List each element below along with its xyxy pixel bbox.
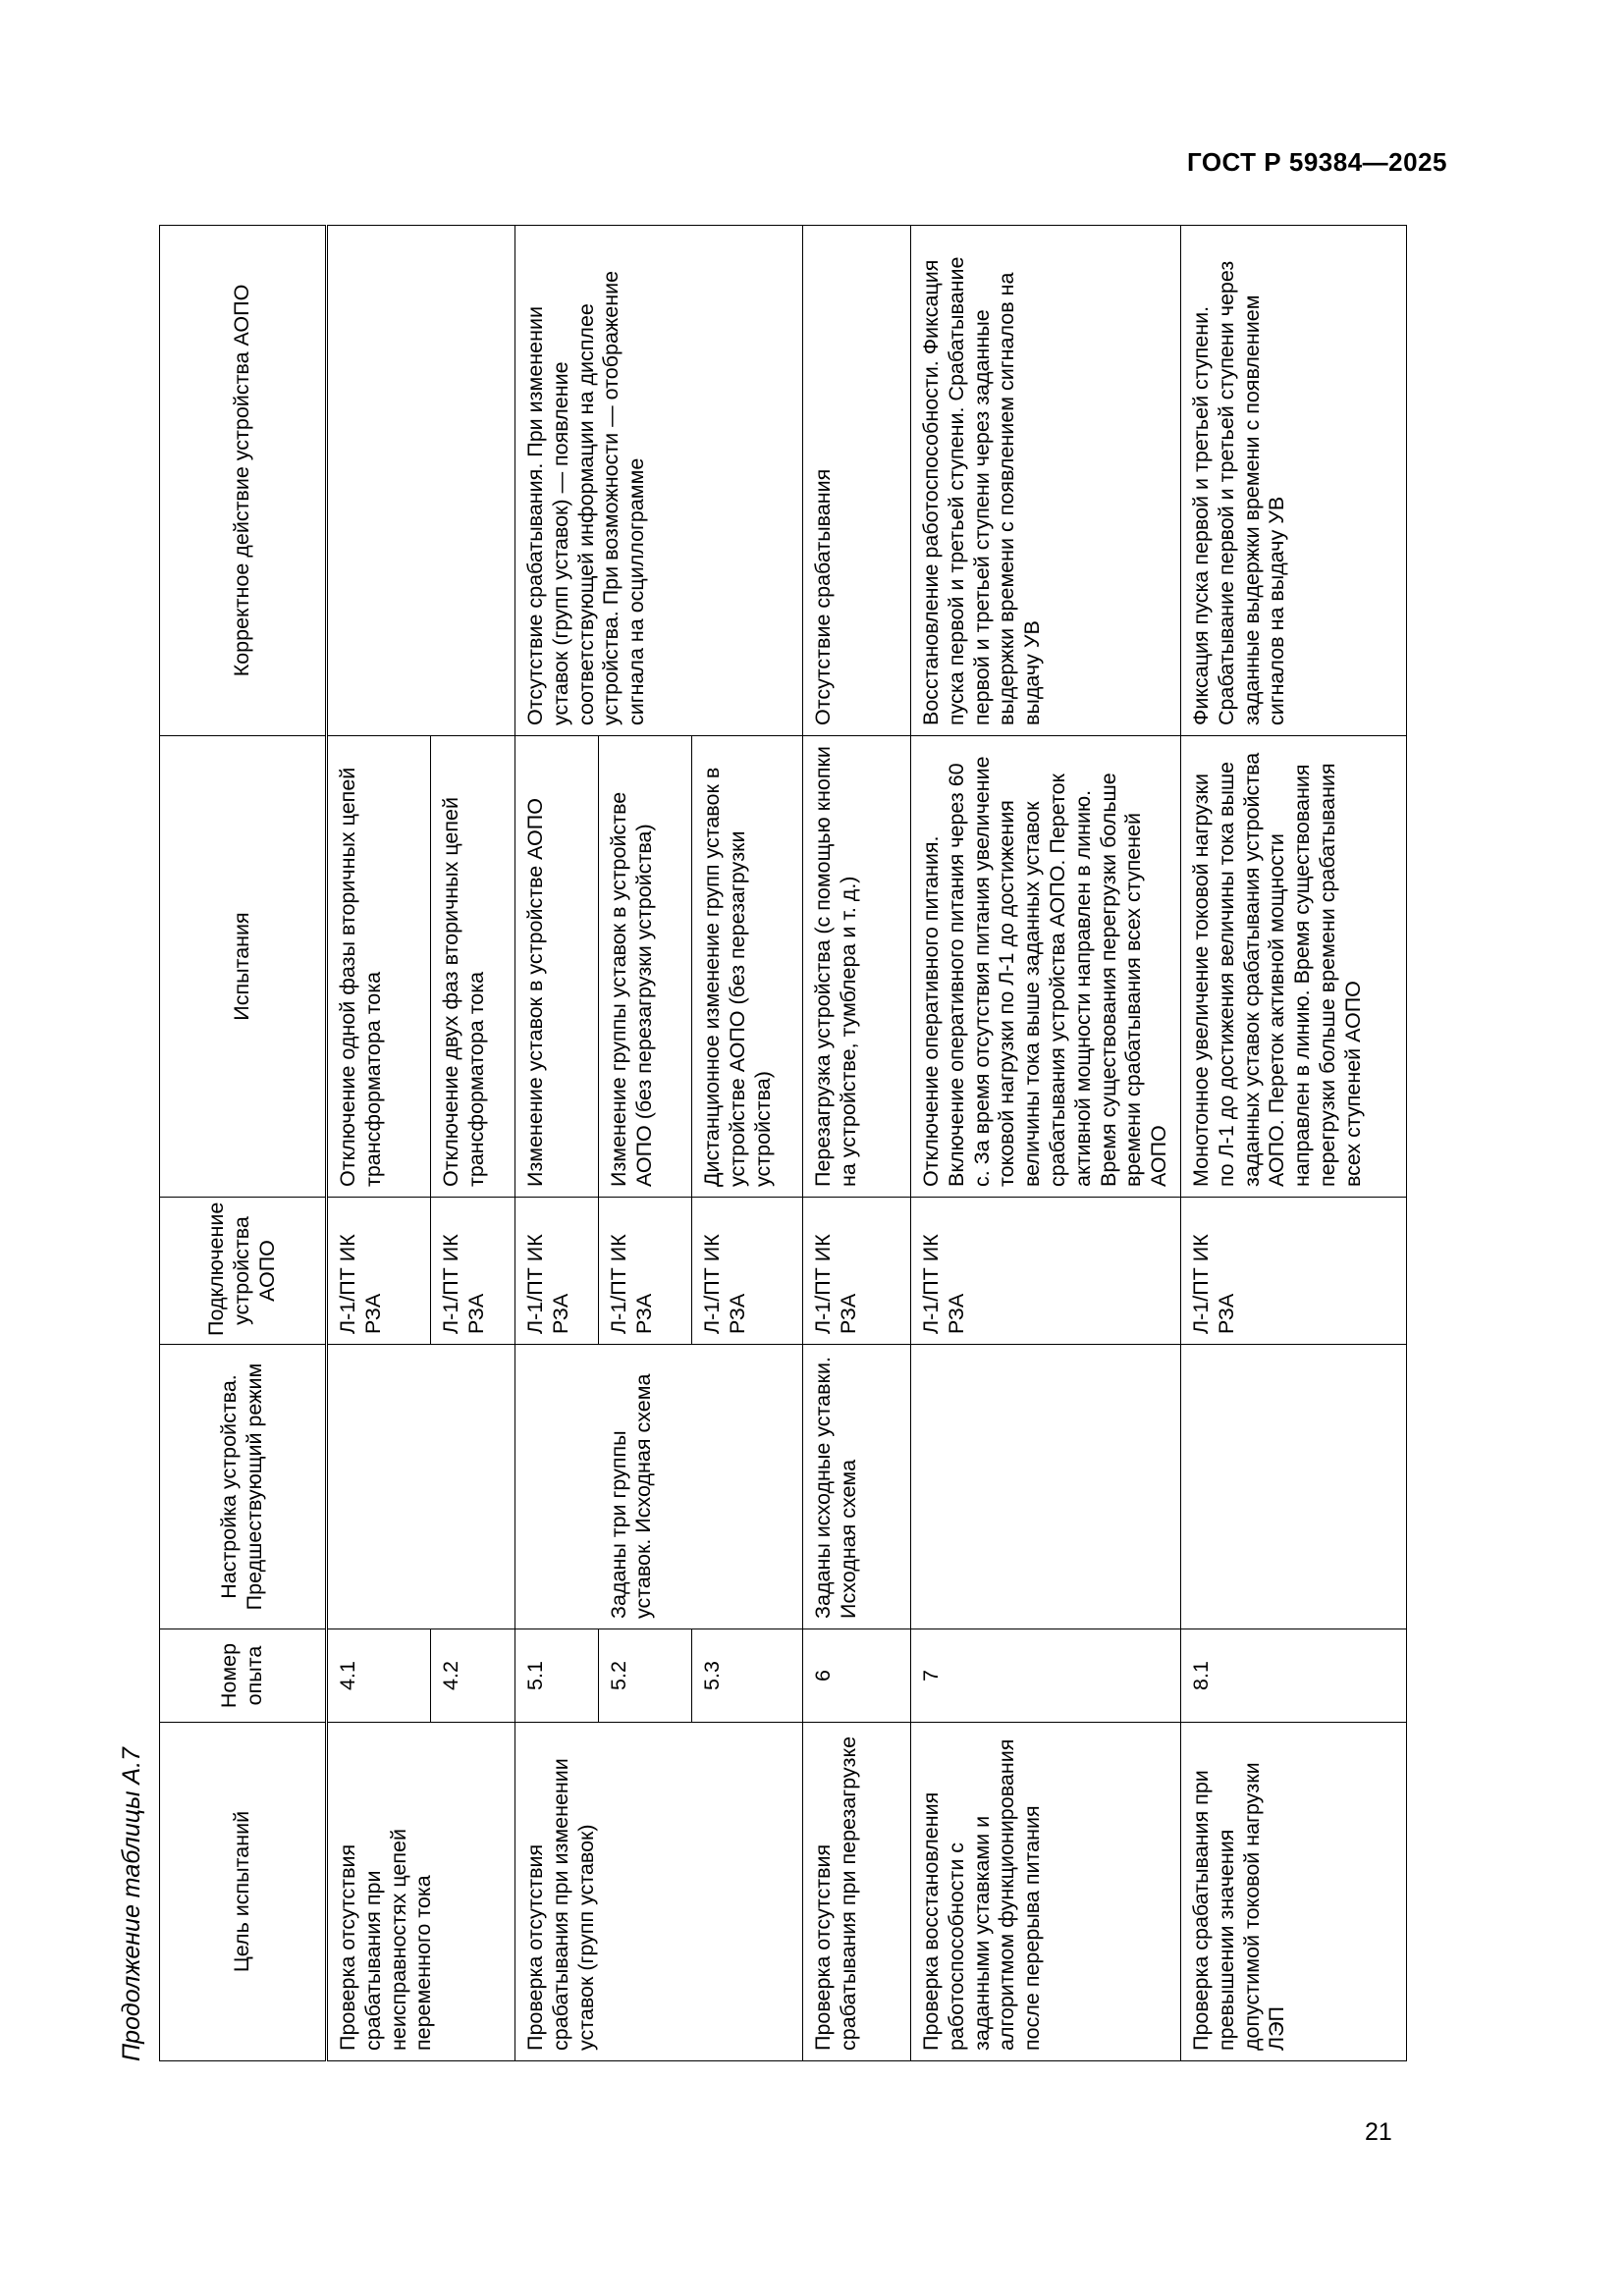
col-header-correct-action: Корректное действие устройства АОПО <box>160 226 327 736</box>
table-row <box>327 226 431 2061</box>
col-header-number: Номер опыта <box>160 1629 327 1723</box>
cell-correct-action: Отсутствие срабатывания <box>803 226 911 736</box>
cell-number: 8.1 <box>1180 1629 1406 1723</box>
cell-test: Монотонное увеличение токовой нагрузки по Л-1 до достижения величины тока выше заданных уставок срабатывания устройства АОПО. Переток активной мощности направлен в линию. Время существования перегрузки больше времени срабатывания всех ступеней АОПО <box>1180 736 1406 1198</box>
col-header-connection: Подключение устройства АОПО <box>160 1198 327 1345</box>
cell-correct-action: Фиксация пуска первой и третьей ступени. Срабатывание первой и третьей ступени через заданные выдержки времени с появлением сигналов на выдачу УВ <box>1180 226 1406 736</box>
table-caption: Продолжение таблицы А.7 <box>118 1747 145 2061</box>
cell-number: 7 <box>911 1629 1181 1723</box>
cell-connection: Л-1/ПТ ИК РЗА <box>911 1198 1181 1345</box>
cell-test: Отключение двух фаз вторичных цепей трансформатора тока <box>431 736 515 1198</box>
cell-setup <box>911 1345 1181 1629</box>
col-header-goal: Цель испытаний <box>160 1723 327 2061</box>
cell-number: 4.1 <box>327 1629 431 1723</box>
col-header-setup: Настройка устройства. Предшествующий режим <box>160 1345 327 1629</box>
cell-setup <box>1180 1345 1406 1629</box>
col-header-test: Испытания <box>160 736 327 1198</box>
standard-designation: ГОСТ Р 59384—2025 <box>1186 147 1447 177</box>
test-table <box>159 225 1407 2061</box>
cell-setup: Заданы исходные уставки. Исходная схема <box>803 1345 911 1629</box>
cell-test: Изменение группы уставок в устройстве АОПО (без перезагрузки устройства) <box>599 736 692 1198</box>
cell-test: Отключение оперативного питания. Включение оперативного питания через 60 с. За время отсутствия питания увеличение токовой нагрузки по Л-1 до достижения величины тока выше заданных уставок срабатывания устройства АОПО. Переток активной мощности направлен в линию. Время существования перегрузки больше времени срабатывания всех ступеней АОПО <box>911 736 1181 1198</box>
cell-setup: Заданы три группы уставок. Исходная схема <box>599 1345 803 1629</box>
table-row <box>911 226 1181 2061</box>
cell-number: 6 <box>803 1629 911 1723</box>
cell-goal: Проверка восстановления работоспособности с заданными уставками и алгоритмом функционирования после перерыва питания <box>911 1723 1181 2061</box>
cell-test: Дистанционное изменение групп уставок в устройстве АОПО (без перезагрузки устройства) <box>692 736 803 1198</box>
cell-setup <box>515 1345 599 1629</box>
cell-test: Изменение уставок в устройстве АОПО <box>515 736 599 1198</box>
cell-goal: Проверка отсутствия срабатывания при изменении уставок (групп уставок) <box>515 1723 803 2061</box>
cell-test: Отключение одной фазы вторичных цепей трансформатора тока <box>327 736 431 1198</box>
cell-goal: Проверка отсутствия срабатывания при неисправностях цепей переменного тока <box>327 1723 515 2061</box>
cell-goal: Проверка срабатывания при превышении значения допустимой токовой нагрузки ЛЭП <box>1180 1723 1406 2061</box>
table-header-row <box>160 226 327 2061</box>
cell-correct-action: Восстановление работоспособности. Фиксация пуска первой и третьей ступени. Срабатывание первой и третьей ступени через заданные выдержки времени с появлением сигналов на выдачу УВ <box>911 226 1181 736</box>
rotated-page-content <box>118 118 1375 2061</box>
cell-connection: Л-1/ПТ ИК РЗА <box>327 1198 431 1345</box>
cell-goal: Проверка отсутствия срабатывания при перезагрузке <box>803 1723 911 2061</box>
cell-number: 5.2 <box>599 1629 692 1723</box>
cell-correct-action: Отсутствие срабатывания. При изменении уставок (групп уставок) — появление соответствующей информации на дисплее устройства. При возможности — отображение сигнала на осциллограмме <box>515 226 803 736</box>
cell-connection: Л-1/ПТ ИК РЗА <box>599 1198 692 1345</box>
cell-number: 4.2 <box>431 1629 515 1723</box>
page-number: 21 <box>1365 2118 1392 2146</box>
table-row <box>515 226 599 2061</box>
cell-connection: Л-1/ПТ ИК РЗА <box>803 1198 911 1345</box>
table-row <box>1180 226 1406 2061</box>
cell-connection: Л-1/ПТ ИК РЗА <box>1180 1198 1406 1345</box>
cell-correct-action <box>327 226 515 736</box>
cell-connection: Л-1/ПТ ИК РЗА <box>692 1198 803 1345</box>
cell-setup <box>327 1345 515 1629</box>
cell-number: 5.1 <box>515 1629 599 1723</box>
cell-connection: Л-1/ПТ ИК РЗА <box>431 1198 515 1345</box>
table-row <box>803 226 911 2061</box>
cell-number: 5.3 <box>692 1629 803 1723</box>
cell-test: Перезагрузка устройства (с помощью кнопки на устройстве, тумблера и т. д.) <box>803 736 911 1198</box>
cell-connection: Л-1/ПТ ИК РЗА <box>515 1198 599 1345</box>
